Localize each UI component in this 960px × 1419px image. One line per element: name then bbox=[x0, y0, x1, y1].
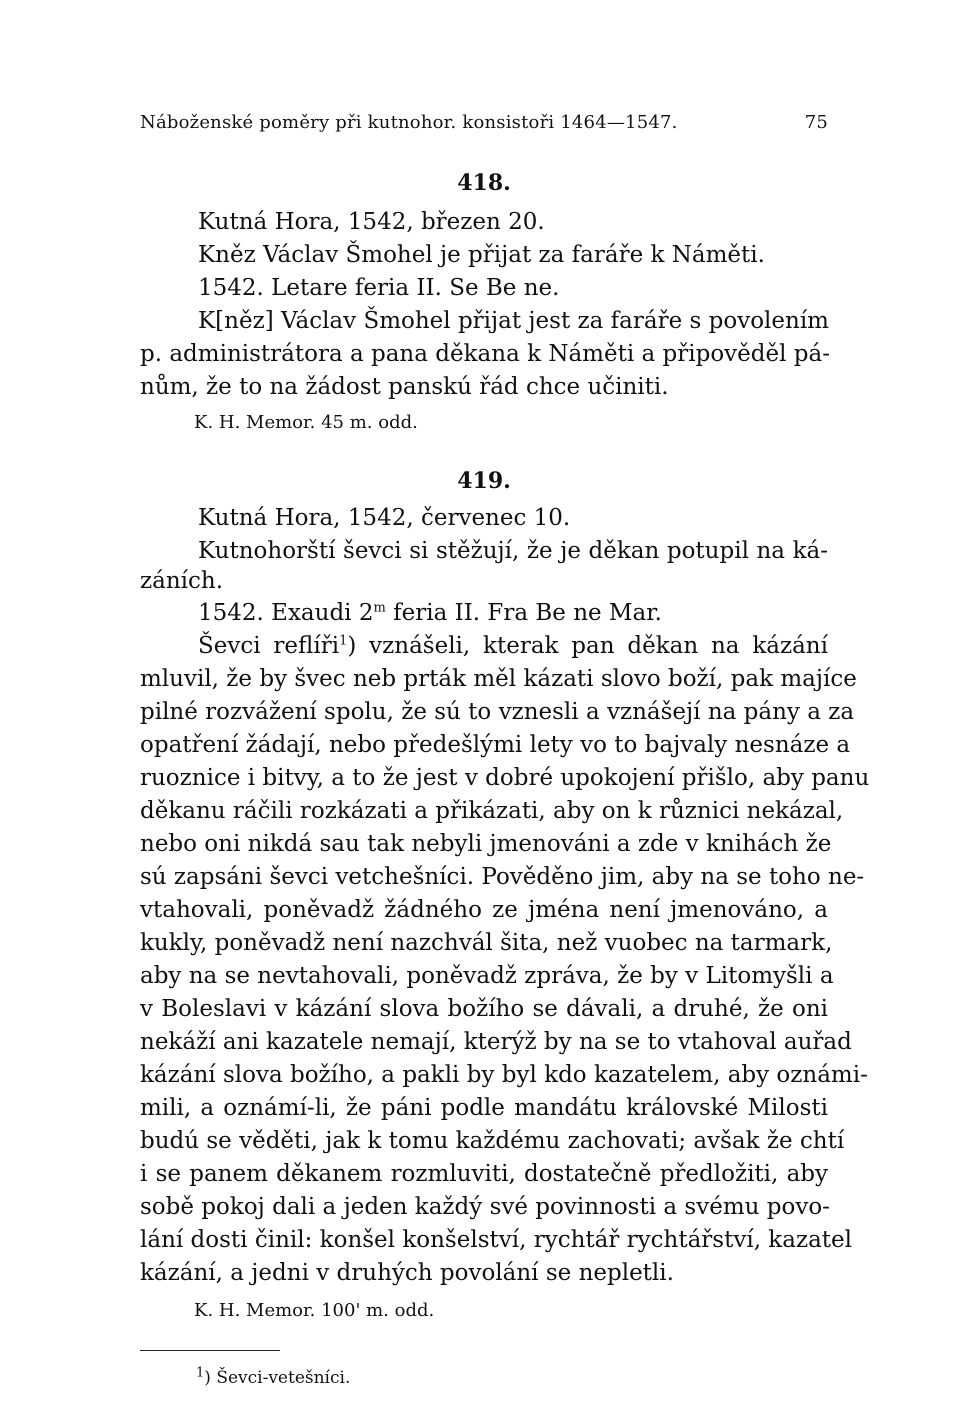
dating-superscript: m bbox=[373, 600, 386, 616]
entry-place-date: Kutná Hora, 1542, březen 20. bbox=[198, 209, 545, 235]
dating-prefix: 1542. Exaudi 2 bbox=[198, 600, 374, 626]
entry-number-419: 419. bbox=[457, 468, 511, 494]
body-first-suffix: ) vznášeli, kterak pan děkan na kázání bbox=[347, 633, 828, 659]
entry-body-line: děkanu ráčili rozkázati a přikázati, aby on k různici nekázal, bbox=[140, 798, 844, 824]
document-page bbox=[140, 0, 870, 1419]
running-head-title: Náboženské poměry při kutnohor. konsistoři 1464—1547. bbox=[140, 112, 678, 133]
entry-body-line: nebo oni nikdá sau tak nebyli jmenováni a zde v knihách že bbox=[140, 831, 832, 857]
entry-place-date: Kutná Hora, 1542, červenec 10. bbox=[198, 505, 571, 531]
entry-body-line: vtahovali, poněvadž žádného ze jména není jmenováno, a bbox=[140, 897, 828, 923]
entry-body-line: kukly, poněvadž není nazchvál šita, než vuobec na tarmark, bbox=[140, 930, 833, 956]
footnote-reference: 1 bbox=[339, 633, 348, 649]
entry-dating bbox=[140, 598, 828, 628]
footnote-marker: 1 bbox=[196, 1365, 205, 1381]
entry-body-line: sú zapsáni ševci vetchešníci. Pověděno jim, aby na se toho ne- bbox=[140, 864, 865, 890]
footnote bbox=[196, 1365, 351, 1388]
entry-body-line: opatření žádají, nebo předešlými lety vo to bajvaly nesnáze a bbox=[140, 732, 851, 758]
running-head bbox=[140, 112, 828, 133]
entry-body-line: budú se věděti, jak k tomu každému zachovati; avšak že chtí bbox=[140, 1128, 845, 1154]
entry-body-line: nům, že to na žádost panskú řád chce učiniti. bbox=[140, 374, 669, 400]
entry-body-line: p. administrátora a pana děkana k Náměti a připověděl pá- bbox=[140, 341, 830, 367]
entry-number-418: 418. bbox=[457, 170, 511, 196]
entry-body-line bbox=[140, 631, 828, 661]
dating-suffix: feria II. Fra Be ne Mar. bbox=[385, 600, 662, 626]
entry-body-line: K[něz] Václav Šmohel přijat jest za faráře s povolením bbox=[198, 308, 829, 334]
entry-dating: 1542. Letare feria II. Se Be ne. bbox=[198, 275, 560, 301]
page-number: 75 bbox=[804, 112, 828, 133]
entry-body-line: ruoznice i bitvy, a to že jest v dobré upokojení přišlo, aby panu bbox=[140, 765, 870, 791]
entry-source: K. H. Memor. 100' m. odd. bbox=[194, 1300, 435, 1321]
entry-summary-line: záních. bbox=[140, 568, 224, 594]
entry-summary-line: Kutnohorští ševci si stěžují, že je děkan potupil na ká- bbox=[198, 538, 828, 564]
entry-body-line: kázání slova božího, a pakli by byl kdo kazatelem, aby oznámi- bbox=[140, 1062, 868, 1088]
footnote-text: ) Ševci-vetešníci. bbox=[204, 1368, 351, 1388]
entry-body-line: v Boleslavi v kázání slova božího se dávali, a druhé, že oni bbox=[140, 996, 828, 1022]
footnote-rule bbox=[140, 1350, 280, 1351]
entry-body-line: pilné rozvážení spolu, že sú to vznesli a vznášejí na pány a za bbox=[140, 699, 855, 725]
entry-body-line: aby na se nevtahovali, poněvadž zpráva, že by v Litomyšli a bbox=[140, 963, 834, 989]
entry-body-line: sobě pokoj dali a jeden každý své povinnosti a svému povo- bbox=[140, 1194, 830, 1220]
entry-body-line: nekáží ani kazatele nemají, kterýž by na se to vtahoval auřad bbox=[140, 1029, 852, 1055]
entry-body-line: lání dosti činil: konšel konšelství, rychtář rychtářství, kazatel bbox=[140, 1227, 853, 1253]
entry-summary: Kněz Václav Šmohel je přijat za faráře k Náměti. bbox=[198, 242, 765, 268]
body-first-prefix: Ševci reflíři bbox=[198, 633, 340, 659]
entry-body-line: mluvil, že by švec neb prták měl kázati slovo boží, pak majíce bbox=[140, 666, 857, 692]
entry-source: K. H. Memor. 45 m. odd. bbox=[194, 412, 418, 433]
entry-body-line: mili, a oznámí-li, že páni podle mandátu královské Milosti bbox=[140, 1095, 828, 1121]
entry-body-line: i se panem děkanem rozmluviti, dostatečně předložiti, aby bbox=[140, 1161, 828, 1187]
entry-body-line: kázání, a jedni v druhých povolání se nepletli. bbox=[140, 1260, 674, 1286]
